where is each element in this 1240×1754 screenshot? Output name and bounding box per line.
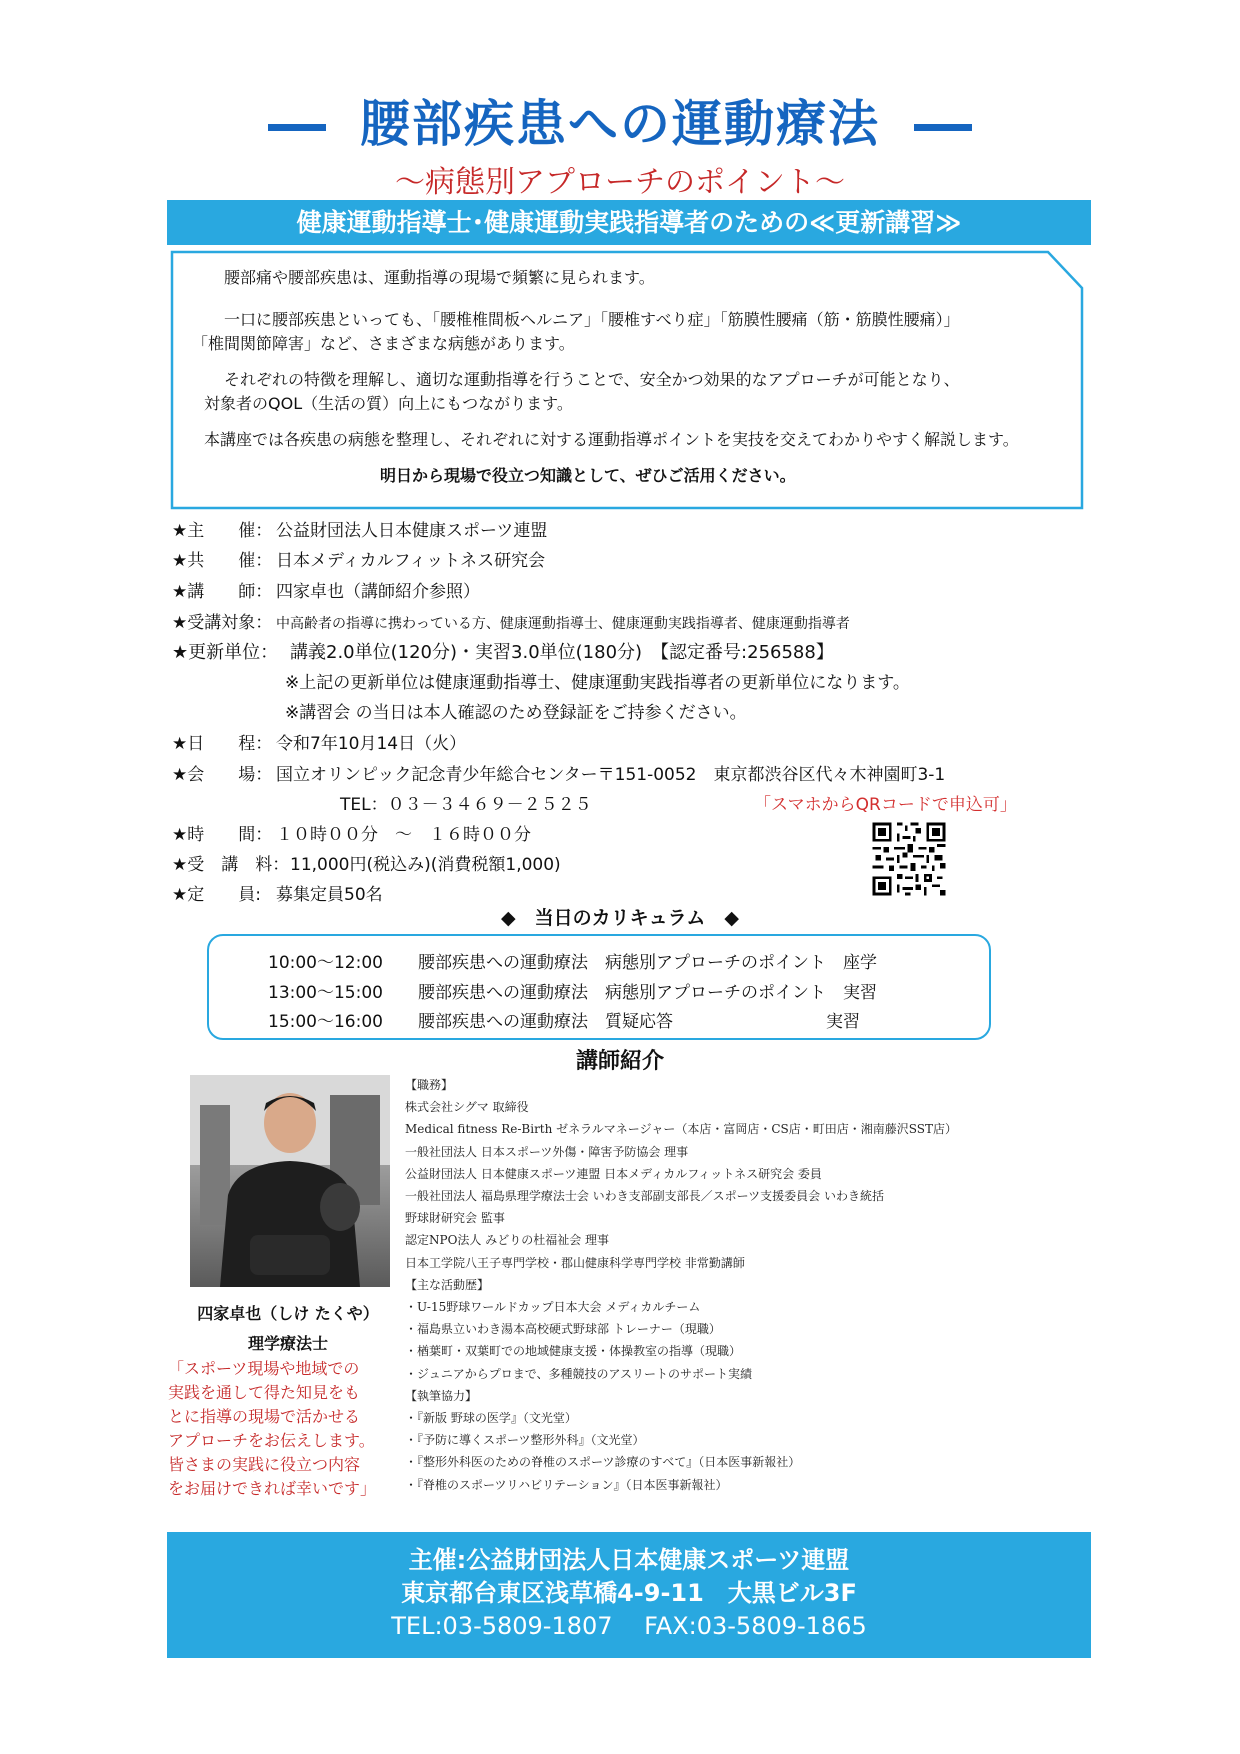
footer-phone-fax: TEL:03-5809-1807 FAX:03-5809-1865 bbox=[391, 1612, 867, 1640]
title-dash-right bbox=[914, 124, 972, 131]
credit-value: 講義2.0単位(120分)・実習3.0単位(180分) 【認定番号:256588】 bbox=[290, 642, 834, 663]
curriculum-row bbox=[268, 948, 877, 973]
organizer-label: ★主 催： bbox=[172, 521, 273, 541]
curriculum-content: 腰部疾患への運動療法 質疑応答 実習 bbox=[418, 1012, 860, 1032]
lecturer-role: 理学療法士 bbox=[247, 1334, 328, 1353]
lecturer-name: 四家卓也（しけ たくや） bbox=[197, 1304, 379, 1323]
fee-row bbox=[172, 850, 561, 875]
qr-apply-note: 「スマホからQRコードで申込可」 bbox=[754, 795, 1017, 815]
time-label: ★時 間： bbox=[172, 825, 273, 845]
profile-line: 【主な活動歴】 bbox=[405, 1277, 490, 1292]
profile-line: ・U-15野球ワールドカップ日本大会 メディカルチーム bbox=[405, 1300, 701, 1315]
footer-address: 東京都台東区浅草橋4-9-11 大黒ビル3F bbox=[401, 1579, 857, 1607]
profile-line: 認定NPO法人 みどりの杜福祉会 理事 bbox=[405, 1233, 610, 1248]
capacity-value: 募集定員50名 bbox=[276, 885, 383, 905]
qr-code[interactable] bbox=[866, 820, 952, 898]
intro-paragraph-3b: 対象者のQOL（生活の質）向上にもつながります。 bbox=[204, 394, 573, 413]
venue-row bbox=[172, 760, 945, 785]
profile-line: ・『脊椎のスポーツリハビリテーション』（日本医事新報社） bbox=[405, 1477, 728, 1492]
subtitle: ～病態別アプローチのポイント～ bbox=[395, 165, 845, 200]
profile-line: ・福島県立いわき湯本高校硬式野球部 トレーナー（現職） bbox=[405, 1322, 721, 1337]
profile-line: 野球財研究会 監事 bbox=[405, 1211, 505, 1226]
profile-line: ・ジュニアからプロまで、多種競技のアスリートのサポート実績 bbox=[405, 1366, 753, 1381]
profile-line: ・楢葉町・双葉町での地域健康支援・体操教室の指導（現職） bbox=[405, 1344, 742, 1359]
profile-line: Medical fitness Re-Birth ゼネラルマネージャー（本店・富岡店・CS店・町田店・湘南藤沢SST店） bbox=[405, 1122, 957, 1137]
page-title bbox=[0, 84, 1240, 156]
capacity-row bbox=[172, 880, 383, 905]
organizer-row bbox=[172, 516, 547, 541]
venue-tel: TEL：０３－３４６９－２５２５ bbox=[340, 795, 592, 815]
curriculum-time: 10:00～12:00 bbox=[268, 953, 383, 973]
credit-row bbox=[172, 638, 834, 664]
profile-line: 一般社団法人 日本スポーツ外傷・障害予防協会 理事 bbox=[405, 1144, 689, 1159]
title-text: 腰部疾患への運動療法 bbox=[360, 95, 880, 153]
intro-paragraph-4: 本講座では各疾患の病態を整理し、それぞれに対する運動指導ポイントを実技を交えてわかりやすく解説します。 bbox=[204, 430, 1019, 449]
profile-line: 一般社団法人 福島県理学療法士会 いわき支部副支部長／スポーツ支援委員会 いわき統括 bbox=[405, 1189, 884, 1204]
curriculum-time: 15:00～16:00 bbox=[268, 1012, 383, 1032]
quote-line: アプローチをお伝えします。 bbox=[168, 1431, 375, 1450]
venue-value: 国立オリンピック記念青少年総合センター〒151-0052 東京都渋谷区代々木神園町3-1 bbox=[276, 765, 946, 785]
time-row bbox=[172, 820, 531, 845]
capacity-label: ★定 員: bbox=[172, 885, 261, 905]
quote-line: をお届けできれば幸いです」 bbox=[168, 1479, 377, 1498]
cosponsor-row bbox=[172, 546, 545, 571]
profile-line: ・『予防に導くスポーツ整形外科』（文光堂） bbox=[405, 1433, 645, 1448]
lecturer-heading: 講師紹介 bbox=[575, 1049, 664, 1074]
curriculum-row bbox=[268, 1007, 860, 1032]
footer-contact bbox=[167, 1532, 1091, 1658]
intro-paragraph-3a: それぞれの特徴を理解し、適切な運動指導を行うことで、安全かつ効果的なアプローチが可能となり、 bbox=[224, 370, 960, 389]
credit-label: ★更新単位： bbox=[172, 642, 279, 663]
profile-line: 【職務】 bbox=[405, 1078, 454, 1092]
lecturer-label: ★講 師： bbox=[172, 582, 273, 602]
intro-paragraph-2a: 一口に腰部疾患といっても、「腰椎椎間板ヘルニア」「腰椎すべり症」「筋膜性腰痛（筋・筋膜性腰痛）」 bbox=[224, 310, 960, 329]
venue-label: ★会 場： bbox=[172, 765, 273, 785]
course-banner: 健康運動指導士･健康運動実践指導者のための≪更新講習≫ bbox=[167, 200, 1091, 245]
note-2: ※講習会 の当日は本人確認のため登録証をご持参ください。 bbox=[285, 703, 747, 723]
fee-value: 11,000円(税込み)(消費税額1,000) bbox=[290, 855, 561, 875]
curriculum-content: 腰部疾患への運動療法 病態別アプローチのポイント 座学 bbox=[418, 953, 877, 973]
target-row bbox=[172, 608, 850, 633]
lecturer-profile bbox=[405, 1074, 1105, 1496]
profile-line: ・『整形外科医のための脊椎のスポーツ診療のすべて』（日本医事新報社） bbox=[405, 1455, 801, 1470]
lecturer-silhouette-icon bbox=[190, 1075, 390, 1287]
cosponsor-label: ★共 催： bbox=[172, 551, 273, 571]
profile-line: 公益財団法人 日本健康スポーツ連盟 日本メディカルフィットネス研究会 委員 bbox=[405, 1166, 822, 1181]
quote-line: 実践を通して得た知見をも bbox=[168, 1383, 361, 1402]
lecturer-value: 四家卓也（講師紹介参照） bbox=[276, 582, 480, 602]
note-1: ※上記の更新単位は健康運動指導士、健康運動実践指導者の更新単位になります。 bbox=[285, 673, 910, 693]
curriculum-content: 腰部疾患への運動療法 病態別アプローチのポイント 実習 bbox=[418, 983, 877, 1003]
lecturer-row bbox=[172, 577, 480, 602]
cosponsor-value: 日本メディカルフィットネス研究会 bbox=[276, 551, 546, 571]
quote-line: とに指導の現場で活かせる bbox=[168, 1407, 361, 1426]
quote-line: 皆さまの実践に役立つ内容 bbox=[168, 1455, 361, 1474]
fee-label: ★受 講 料： bbox=[172, 855, 290, 875]
intro-box bbox=[170, 250, 1084, 510]
target-label: ★受講対象： bbox=[172, 613, 273, 633]
profile-line: 日本工学院八王子専門学校・郡山健康科学専門学校 非常勤講師 bbox=[405, 1255, 745, 1270]
intro-paragraph-1: 腰部痛や腰部疾患は、運動指導の現場で頻繁に見られます。 bbox=[224, 268, 655, 287]
lecturer-quote bbox=[168, 1357, 410, 1501]
profile-line: 株式会社シグマ 取締役 bbox=[405, 1100, 529, 1115]
date-value: 令和7年10月14日（火） bbox=[276, 734, 467, 754]
curriculum-heading: ◆ 当日のカリキュラム ◆ bbox=[500, 907, 740, 929]
date-label: ★日 程： bbox=[172, 734, 273, 754]
profile-line: ・『新版 野球の医学』（文光堂） bbox=[405, 1411, 577, 1426]
profile-line: 【執筆協力】 bbox=[405, 1388, 478, 1403]
target-value: 中高齢者の指導に携わっている方、健康運動指導士、健康運動実践指導者、健康運動指導者 bbox=[276, 616, 850, 632]
curriculum-row bbox=[268, 978, 877, 1003]
title-dash-left bbox=[268, 124, 326, 131]
quote-line: 「スポーツ現場や地域での bbox=[168, 1359, 360, 1378]
time-value: １０時００分 ～ １６時００分 bbox=[276, 825, 531, 845]
intro-paragraph-5: 明日から現場で役立つ知識として、ぜひご活用ください。 bbox=[380, 466, 796, 485]
organizer-value: 公益財団法人日本健康スポーツ連盟 bbox=[276, 521, 548, 541]
date-row bbox=[172, 729, 466, 754]
footer-organizer: 主催:公益財団法人日本健康スポーツ連盟 bbox=[408, 1546, 850, 1574]
lecturer-photo bbox=[190, 1075, 390, 1287]
intro-paragraph-2b: 「椎間関節障害」など、さまざまな病態があります。 bbox=[192, 334, 575, 353]
curriculum-time: 13:00～15:00 bbox=[268, 983, 383, 1003]
